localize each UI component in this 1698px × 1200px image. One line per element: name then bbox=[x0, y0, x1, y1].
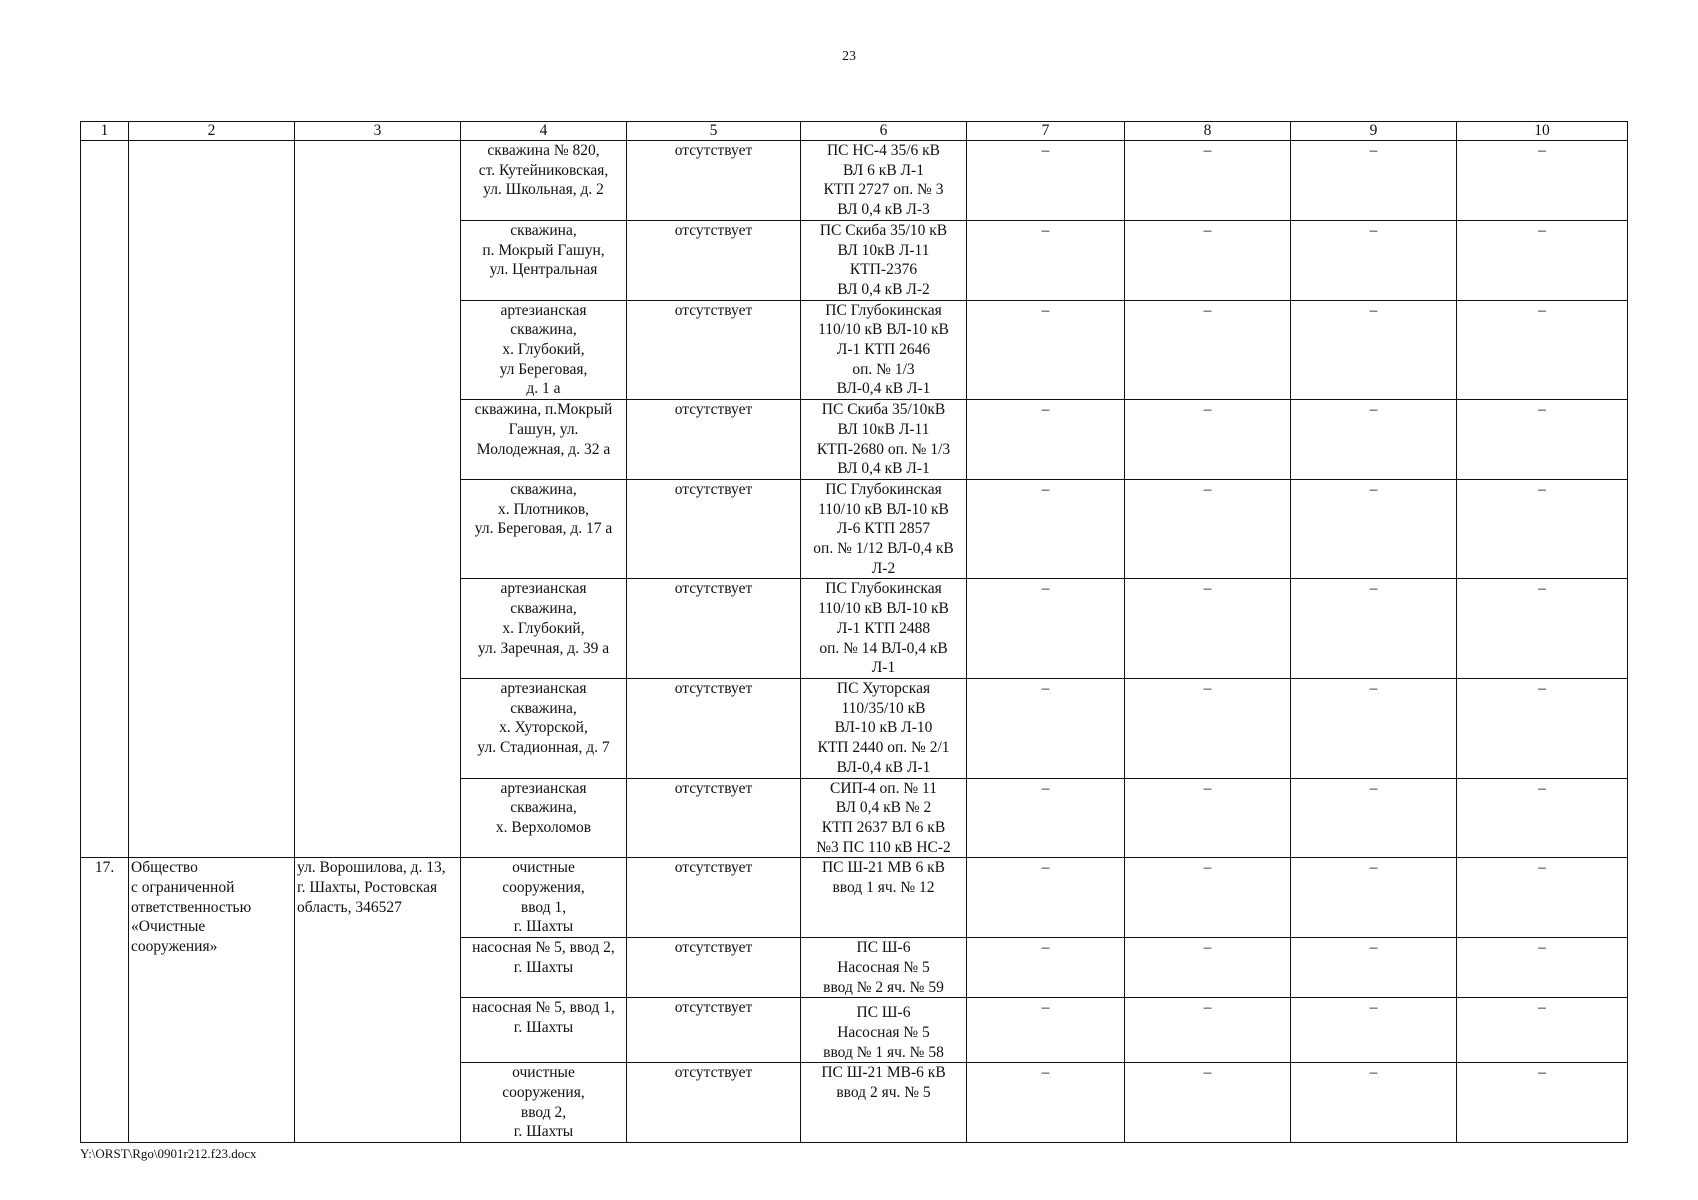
status-cell: отсутствует bbox=[627, 998, 801, 1063]
dash-cell: – bbox=[967, 998, 1125, 1063]
address-cell bbox=[295, 141, 461, 858]
connection-cell: ПС Хуторская 110/35/10 кВ ВЛ-10 кВ Л-10 КТП 2440 оп. № 2/1 ВЛ-0,4 кВ Л-1 bbox=[801, 678, 967, 778]
dash-cell: – bbox=[1291, 938, 1457, 998]
organization-cell: Общество с ограниченной ответственностью «Очистные сооружения» bbox=[129, 858, 295, 1143]
dash-cell: – bbox=[1291, 998, 1457, 1063]
dash-cell: – bbox=[1291, 579, 1457, 679]
dash-cell: – bbox=[967, 400, 1125, 480]
row-number-cell bbox=[81, 141, 129, 858]
column-number: 5 bbox=[627, 122, 801, 141]
dash-cell: – bbox=[1291, 479, 1457, 579]
dash-cell: – bbox=[1125, 141, 1291, 221]
status-cell: отсутствует bbox=[627, 858, 801, 938]
dash-cell: – bbox=[1457, 938, 1628, 998]
dash-cell: – bbox=[1457, 778, 1628, 858]
dash-cell: – bbox=[967, 938, 1125, 998]
object-cell: артезианская скважина, х. Глубокий, ул. Заречная, д. 39 а bbox=[461, 579, 627, 679]
column-number: 7 bbox=[967, 122, 1125, 141]
column-number: 10 bbox=[1457, 122, 1628, 141]
object-cell: насосная № 5, ввод 2, г. Шахты bbox=[461, 938, 627, 998]
dash-cell: – bbox=[967, 579, 1125, 679]
connection-cell: ПС Глубокинская 110/10 кВ ВЛ-10 кВ Л-1 КТП 2488 оп. № 14 ВЛ-0,4 кВ Л-1 bbox=[801, 579, 967, 679]
object-cell: артезианская скважина, х. Глубокий, ул Береговая, д. 1 а bbox=[461, 300, 627, 400]
dash-cell: – bbox=[1291, 858, 1457, 938]
connection-cell: ПС НС-4 35/6 кВ ВЛ 6 кВ Л-1 КТП 2727 оп. № 3 ВЛ 0,4 кВ Л-3 bbox=[801, 141, 967, 221]
address-cell: ул. Ворошилова, д. 13, г. Шахты, Ростовская область, 346527 bbox=[295, 858, 461, 1143]
dash-cell: – bbox=[1291, 778, 1457, 858]
dash-cell: – bbox=[1457, 300, 1628, 400]
connection-cell: ПС Ш-21 МВ 6 кВ ввод 1 яч. № 12 bbox=[801, 858, 967, 938]
data-table bbox=[80, 121, 1628, 1143]
dash-cell: – bbox=[967, 858, 1125, 938]
dash-cell: – bbox=[1125, 678, 1291, 778]
object-cell: скважина № 820, ст. Кутейниковская, ул. Школьная, д. 2 bbox=[461, 141, 627, 221]
connection-cell: ПС Ш-6 Насосная № 5 ввод № 2 яч. № 59 bbox=[801, 938, 967, 998]
status-cell: отсутствует bbox=[627, 400, 801, 480]
dash-cell: – bbox=[1457, 141, 1628, 221]
column-header-row bbox=[81, 122, 1628, 141]
dash-cell: – bbox=[1291, 300, 1457, 400]
dash-cell: – bbox=[1291, 400, 1457, 480]
object-cell: скважина, п.Мокрый Гашун, ул. Молодежная, д. 32 а bbox=[461, 400, 627, 480]
status-cell: отсутствует bbox=[627, 579, 801, 679]
dash-cell: – bbox=[967, 778, 1125, 858]
status-cell: отсутствует bbox=[627, 220, 801, 300]
table-row bbox=[81, 858, 1628, 938]
status-cell: отсутствует bbox=[627, 141, 801, 221]
status-cell: отсутствует bbox=[627, 938, 801, 998]
dash-cell: – bbox=[1291, 141, 1457, 221]
status-cell: отсутствует bbox=[627, 300, 801, 400]
table-row bbox=[81, 141, 1628, 221]
dash-cell: – bbox=[1291, 678, 1457, 778]
object-cell: насосная № 5, ввод 1, г. Шахты bbox=[461, 998, 627, 1063]
dash-cell: – bbox=[1457, 678, 1628, 778]
object-cell: очистные сооружения, ввод 1, г. Шахты bbox=[461, 858, 627, 938]
column-number: 8 bbox=[1125, 122, 1291, 141]
object-cell: артезианская скважина, х. Верхоломов bbox=[461, 778, 627, 858]
status-cell: отсутствует bbox=[627, 1063, 801, 1143]
organization-cell bbox=[129, 141, 295, 858]
status-cell: отсутствует bbox=[627, 678, 801, 778]
dash-cell: – bbox=[1457, 858, 1628, 938]
status-cell: отсутствует bbox=[627, 479, 801, 579]
status-cell: отсутствует bbox=[627, 778, 801, 858]
dash-cell: – bbox=[967, 1063, 1125, 1143]
object-cell: артезианская скважина, х. Хуторской, ул. Стадионная, д. 7 bbox=[461, 678, 627, 778]
connection-cell: ПС Ш-21 МВ-6 кВ ввод 2 яч. № 5 bbox=[801, 1063, 967, 1143]
dash-cell: – bbox=[1457, 220, 1628, 300]
column-number: 9 bbox=[1291, 122, 1457, 141]
object-cell: скважина, х. Плотников, ул. Береговая, д. 17 а bbox=[461, 479, 627, 579]
dash-cell: – bbox=[1125, 998, 1291, 1063]
connection-cell: ПС Ш-6 Насосная № 5 ввод № 1 яч. № 58 bbox=[801, 998, 967, 1063]
page-number: 23 bbox=[842, 49, 856, 64]
column-number: 2 bbox=[129, 122, 295, 141]
connection-cell: ПС Скиба 35/10кВ ВЛ 10кВ Л-11 КТП-2680 оп. № 1/3 ВЛ 0,4 кВ Л-1 bbox=[801, 400, 967, 480]
dash-cell: – bbox=[1457, 998, 1628, 1063]
dash-cell: – bbox=[1125, 300, 1291, 400]
dash-cell: – bbox=[1457, 479, 1628, 579]
dash-cell: – bbox=[967, 300, 1125, 400]
connection-cell: СИП-4 оп. № 11 ВЛ 0,4 кВ № 2 КТП 2637 ВЛ 6 кВ №3 ПС 110 кВ НС-2 bbox=[801, 778, 967, 858]
dash-cell: – bbox=[967, 479, 1125, 579]
dash-cell: – bbox=[1125, 479, 1291, 579]
connection-cell: ПС Глубокинская 110/10 кВ ВЛ-10 кВ Л-1 КТП 2646 оп. № 1/3 ВЛ-0,4 кВ Л-1 bbox=[801, 300, 967, 400]
dash-cell: – bbox=[1125, 1063, 1291, 1143]
object-cell: скважина, п. Мокрый Гашун, ул. Центральная bbox=[461, 220, 627, 300]
dash-cell: – bbox=[1125, 938, 1291, 998]
column-number: 1 bbox=[81, 122, 129, 141]
dash-cell: – bbox=[967, 220, 1125, 300]
dash-cell: – bbox=[1125, 220, 1291, 300]
dash-cell: – bbox=[967, 678, 1125, 778]
dash-cell: – bbox=[1291, 1063, 1457, 1143]
dash-cell: – bbox=[1457, 579, 1628, 679]
connection-cell: ПС Скиба 35/10 кВ ВЛ 10кВ Л-11 КТП-2376 ВЛ 0,4 кВ Л-2 bbox=[801, 220, 967, 300]
object-cell: очистные сооружения, ввод 2, г. Шахты bbox=[461, 1063, 627, 1143]
column-number: 6 bbox=[801, 122, 967, 141]
dash-cell: – bbox=[1125, 579, 1291, 679]
dash-cell: – bbox=[1457, 1063, 1628, 1143]
dash-cell: – bbox=[967, 141, 1125, 221]
connection-cell: ПС Глубокинская 110/10 кВ ВЛ-10 кВ Л-6 КТП 2857 оп. № 1/12 ВЛ-0,4 кВ Л-2 bbox=[801, 479, 967, 579]
dash-cell: – bbox=[1291, 220, 1457, 300]
dash-cell: – bbox=[1125, 400, 1291, 480]
column-number: 4 bbox=[461, 122, 627, 141]
column-number: 3 bbox=[295, 122, 461, 141]
dash-cell: – bbox=[1457, 400, 1628, 480]
row-number-cell: 17. bbox=[81, 858, 129, 1143]
dash-cell: – bbox=[1125, 778, 1291, 858]
footer-file-path: Y:\ORST\Rgo\0901r212.f23.docx bbox=[80, 1146, 257, 1161]
dash-cell: – bbox=[1125, 858, 1291, 938]
